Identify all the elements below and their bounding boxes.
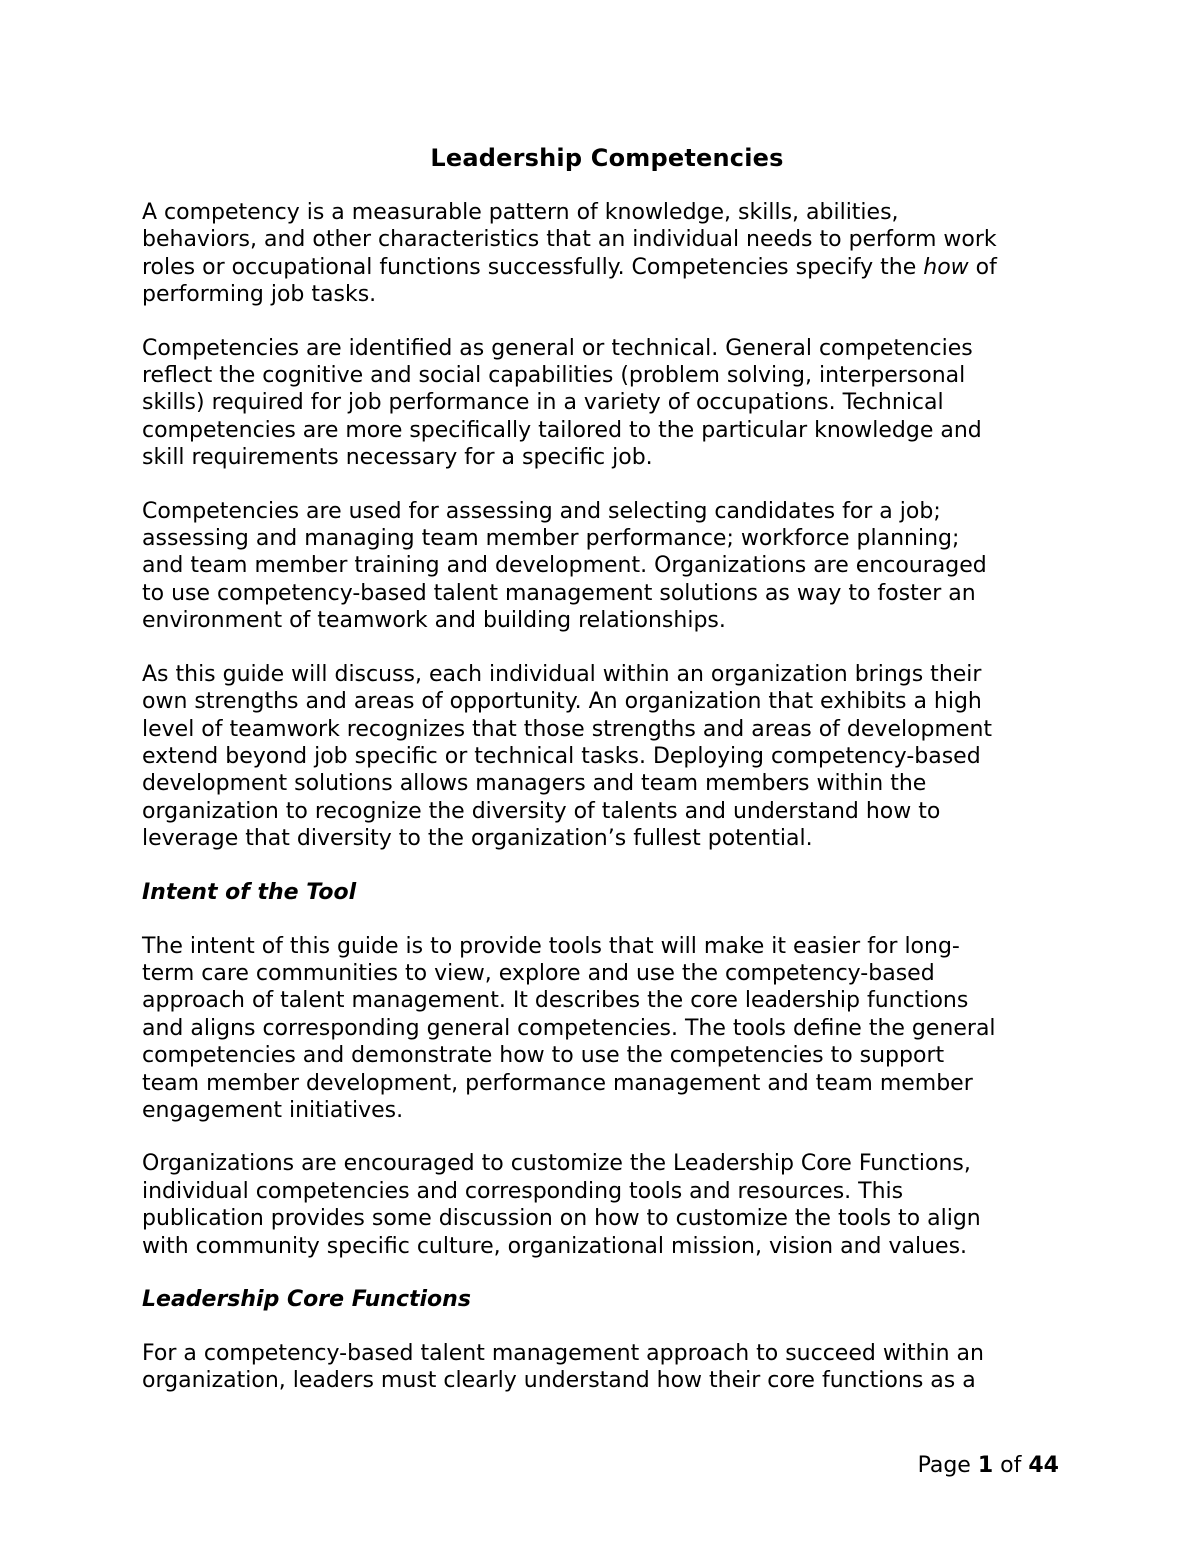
paragraph-customize: Organizations are encouraged to customize the Leadership Core Functions, individual competencies and corresponding tools and resources. This publication provides some discussion on how to customize the tools to align with community specific culture, organizational mission, vision and values.: [142, 1151, 981, 1259]
page-number-footer: [918, 1452, 1059, 1480]
of-word: of: [1000, 1453, 1022, 1478]
paragraph-uses: Competencies are used for assessing and selecting candidates for a job; assessing and managing team member performance; workforce planning; and team member training and development. Organizations are encouraged to use competency-based talent management solutions as way to foster an environment of teamwork and building relationships.: [142, 498, 987, 634]
heading-intent-of-tool: Intent of the Tool: [142, 879, 357, 905]
paragraph-competency-definition: [142, 199, 1072, 309]
paragraph-guide-discussion: As this guide will discuss, each individual within an organization brings their own strengths and areas of opportunity. An organization that exhibits a high level of teamwork recognizes that those strengths and areas of development extend beyond job specific or technical tasks. Deploying competency-based development solutions allows managers and team members within the organization to recognize the diversity of talents and understand how to leverage that diversity to the organization’s fullest potential.: [142, 661, 993, 852]
paragraph-text: of performing job tasks.: [142, 254, 997, 308]
paragraph-intent: The intent of this guide is to provide tools that will make it easier for long- term care communities to view, explore and use the competency-based approach of talent management. It describes the core leadership functions and aligns corresponding general competencies. The tools define the general competencies and demonstrate how to use the competencies to support team member development, performance management and team member engagement initiatives.: [142, 933, 996, 1123]
page-current: 1: [977, 1453, 994, 1478]
paragraph-general-technical: Competencies are identified as general or technical. General competencies reflect the cognitive and social capabilities (problem solving, interpersonal skills) required for job performance in a variety of occupations. Technical competencies are more specifically tailored to the particular knowledge and skill requirements necessary for a specific job.: [142, 335, 982, 471]
document-body: [142, 140, 1072, 1421]
paragraph-text: A competency is a measurable pattern of knowledge, skills, abilities, behaviors, and other characteristics that an individual needs to perform work roles or occupational functions successfully. Competencies specify the: [142, 200, 997, 280]
emphasis-how: how: [923, 254, 969, 280]
page-word: Page: [917, 1453, 971, 1478]
paragraph-core-functions: For a competency-based talent management approach to succeed within an organization, leaders must clearly understand how their core functions as a: [142, 1341, 984, 1394]
document-title: Leadership Competencies: [430, 144, 784, 172]
heading-leadership-core-functions: Leadership Core Functions: [142, 1287, 471, 1312]
page-total: 44: [1028, 1453, 1059, 1478]
